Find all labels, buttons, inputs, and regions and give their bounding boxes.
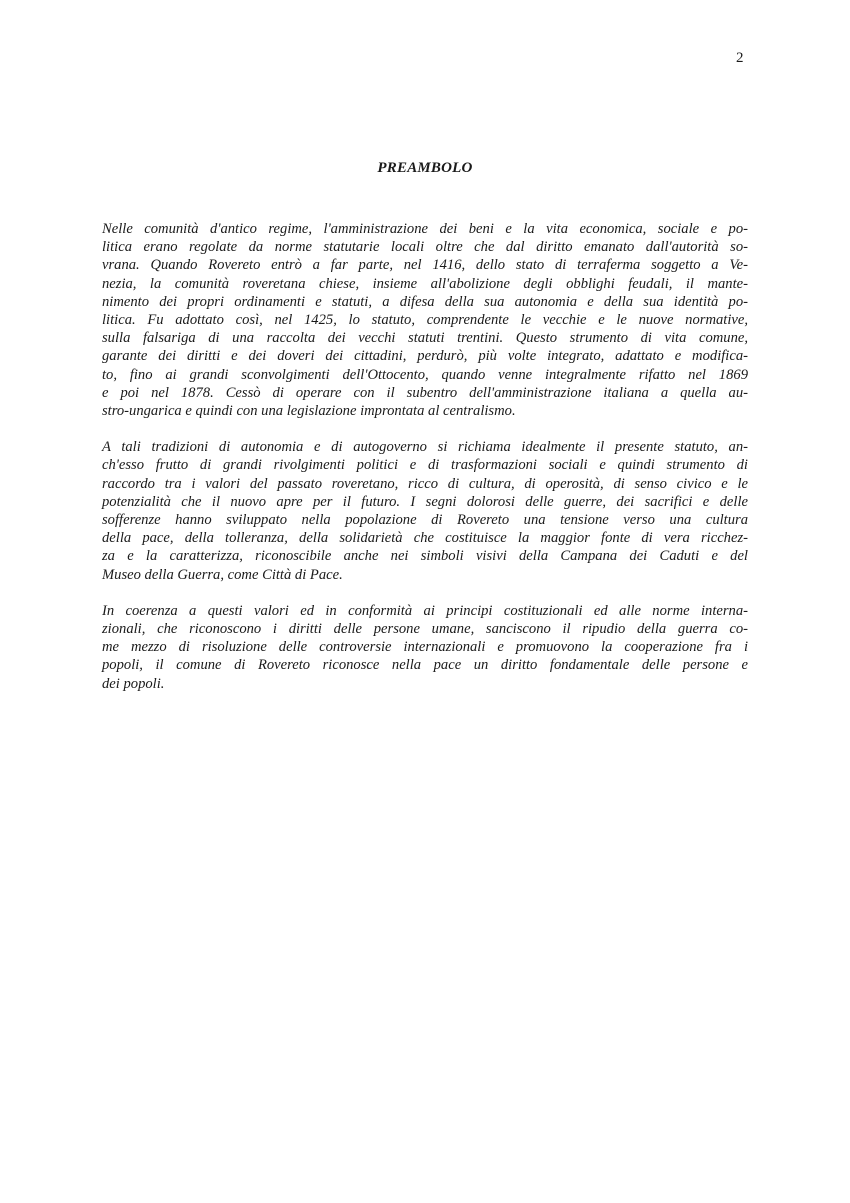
text-line: to, fino ai grandi sconvolgimenti dell'Ottocento, quando venne integralmente rifatto nel 1869 bbox=[102, 366, 748, 383]
text-line: zionali, che riconoscono i diritti delle persone umane, sanciscono il ripudio della guerra co- bbox=[102, 621, 748, 638]
text-line: stro-ungarica e quindi con una legislazione improntata al centralismo. bbox=[102, 403, 516, 420]
text-line: Museo della Guerra, come Città di Pace. bbox=[102, 566, 343, 583]
text-line: dei popoli. bbox=[102, 675, 165, 692]
paragraph-1 bbox=[102, 220, 748, 420]
text-line: In coerenza a questi valori ed in conformità ai principi costituzionali ed alle norme interna- bbox=[102, 602, 748, 619]
text-line: nezia, la comunità roveretana chiese, insieme all'abolizione degli obblighi feudali, il mante- bbox=[102, 275, 748, 292]
page-number: 2 bbox=[736, 50, 744, 66]
text-line: vrana. Quando Rovereto entrò a far parte, nel 1416, dello stato di terraferma soggetto a Ve- bbox=[102, 257, 748, 274]
text-line: sulla falsariga di una raccolta dei vecchi statuti trentini. Questo strumento di vita comune, bbox=[102, 330, 748, 347]
text-line: za e la caratterizza, riconoscibile anche nei simboli visivi della Campana dei Caduti e del bbox=[102, 548, 748, 565]
text-line: litica. Fu adottato così, nel 1425, lo statuto, comprendente le vecchie e le nuove normative, bbox=[102, 312, 748, 329]
paragraph-2 bbox=[102, 438, 748, 584]
text-line: potenzialità che il nuovo apre per il futuro. I segni dolorosi delle guerre, dei sacrifici e delle bbox=[102, 493, 748, 510]
text-line: ch'esso frutto di grandi rivolgimenti politici e di trasformazioni sociali e quindi strumento di bbox=[102, 457, 748, 474]
text-line: e poi nel 1878. Cessò di operare con il subentro dell'amministrazione italiana a quella au- bbox=[102, 384, 748, 401]
page-title: PREAMBOLO bbox=[377, 160, 473, 176]
text-line: popoli, il comune di Rovereto riconosce nella pace un diritto fondamentale delle persone e bbox=[102, 657, 748, 674]
text-line: nimento dei propri ordinamenti e statuti, a difesa della sua autonomia e della sua identità po- bbox=[102, 293, 748, 310]
text-line: A tali tradizioni di autonomia e di autogoverno si richiama idealmente il presente statuto, an- bbox=[102, 439, 748, 456]
text-line: me mezzo di risoluzione delle controversie internazionali e promuovono la cooperazione fra i bbox=[102, 639, 748, 656]
text-line: della pace, della tolleranza, della solidarietà che costituisce la maggior fonte di vera ricchez- bbox=[102, 530, 748, 547]
text-line: Nelle comunità d'antico regime, l'amministrazione dei beni e la vita economica, sociale e po- bbox=[102, 221, 748, 237]
text-line: litica erano regolate da norme statutarie locali oltre che dal diritto emanato dall'autorità so- bbox=[102, 239, 748, 256]
text-line: garante dei diritti e dei doveri dei cittadini, perdurò, più volte integrato, adattato e modifica- bbox=[102, 348, 748, 365]
body-text bbox=[102, 220, 748, 711]
text-line: raccordo tra i valori del passato roveretano, ricco di cultura, di operosità, di senso civico e le bbox=[102, 475, 748, 492]
text-line: sofferenze hanno sviluppato nella popolazione di Rovereto una tensione verso una cultura bbox=[102, 512, 748, 529]
paragraph-3 bbox=[102, 602, 748, 693]
